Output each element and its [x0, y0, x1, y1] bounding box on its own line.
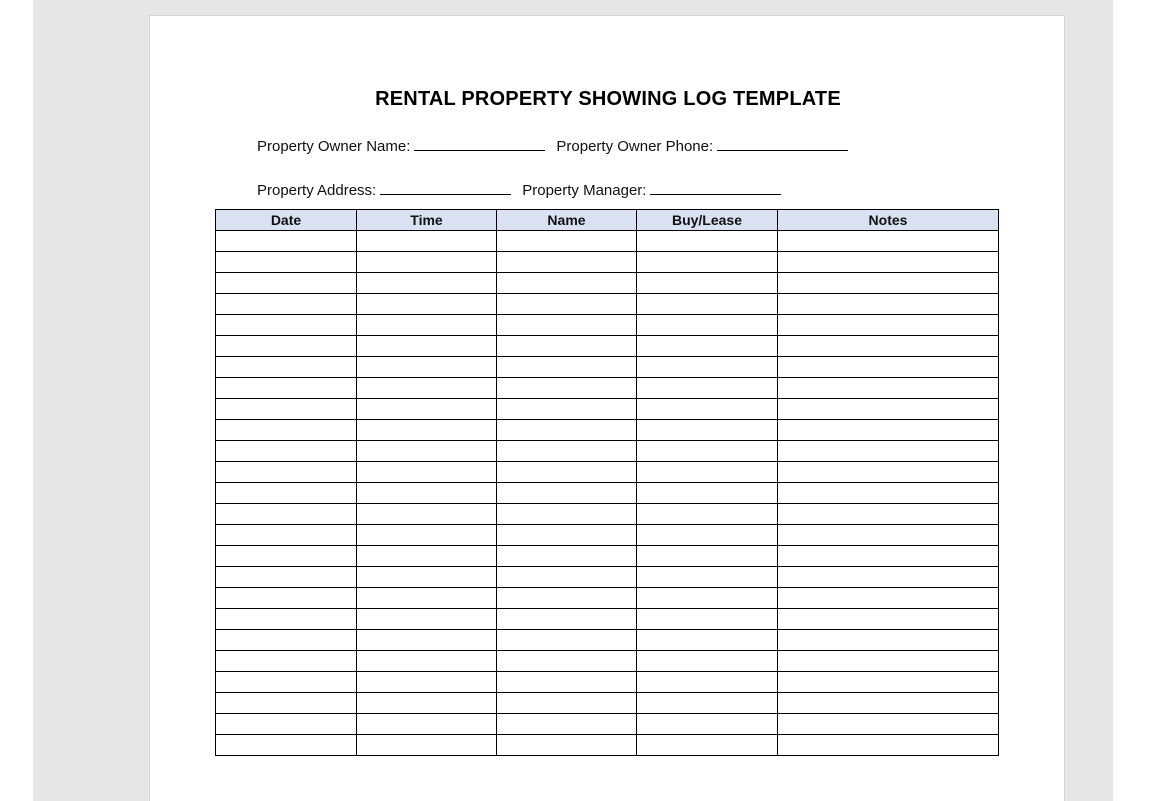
manager-label: Property Manager:: [522, 182, 647, 199]
table-cell[interactable]: [216, 504, 357, 525]
table-cell[interactable]: [497, 315, 637, 336]
table-cell[interactable]: [497, 441, 637, 462]
table-cell[interactable]: [778, 567, 999, 588]
table-cell[interactable]: [637, 231, 778, 252]
owner-phone-label: Property Owner Phone:: [556, 138, 714, 155]
table-cell[interactable]: [778, 378, 999, 399]
table-cell[interactable]: [497, 588, 637, 609]
column-header-date: Date: [216, 210, 357, 231]
table-cell[interactable]: [778, 714, 999, 735]
table-cell[interactable]: [357, 609, 497, 630]
table-cell[interactable]: [357, 294, 497, 315]
table-cell[interactable]: [778, 315, 999, 336]
address-blank[interactable]: [380, 193, 511, 195]
table-cell[interactable]: [497, 525, 637, 546]
table-cell[interactable]: [216, 273, 357, 294]
table-cell[interactable]: [497, 252, 637, 273]
owner-phone-blank[interactable]: [717, 149, 848, 151]
column-header-notes: Notes: [778, 210, 999, 231]
table-body: [216, 231, 999, 756]
table-cell[interactable]: [637, 462, 778, 483]
table-cell[interactable]: [637, 378, 778, 399]
table-cell[interactable]: [216, 630, 357, 651]
table-cell[interactable]: [637, 504, 778, 525]
table-cell[interactable]: [357, 399, 497, 420]
table-cell[interactable]: [637, 714, 778, 735]
table-row: [216, 525, 999, 546]
table-cell[interactable]: [637, 357, 778, 378]
page-title: RENTAL PROPERTY SHOWING LOG TEMPLATE: [375, 88, 841, 110]
table-cell[interactable]: [497, 336, 637, 357]
property-fields-row: [257, 182, 792, 199]
table-row: [216, 504, 999, 525]
table-cell[interactable]: [357, 252, 497, 273]
table-row: [216, 273, 999, 294]
table-row: [216, 672, 999, 693]
table-row: [216, 294, 999, 315]
table-cell[interactable]: [778, 693, 999, 714]
table-cell[interactable]: [778, 420, 999, 441]
owner-name-blank[interactable]: [414, 149, 545, 151]
column-header-name: Name: [497, 210, 637, 231]
table-cell[interactable]: [497, 357, 637, 378]
table-cell[interactable]: [637, 525, 778, 546]
table-row: [216, 735, 999, 756]
table-cell[interactable]: [637, 336, 778, 357]
table-cell[interactable]: [637, 252, 778, 273]
table-cell[interactable]: [216, 231, 357, 252]
table-row: [216, 252, 999, 273]
table-row: [216, 567, 999, 588]
table-cell[interactable]: [778, 252, 999, 273]
table-cell[interactable]: [497, 672, 637, 693]
table-cell[interactable]: [778, 525, 999, 546]
table-cell[interactable]: [637, 588, 778, 609]
table-cell[interactable]: [216, 315, 357, 336]
table-cell[interactable]: [216, 588, 357, 609]
table-cell[interactable]: [778, 504, 999, 525]
table-cell[interactable]: [637, 672, 778, 693]
table-header-row: [216, 210, 999, 231]
table-cell[interactable]: [357, 462, 497, 483]
table-cell[interactable]: [357, 231, 497, 252]
table-cell[interactable]: [497, 420, 637, 441]
table-row: [216, 378, 999, 399]
table-cell[interactable]: [637, 315, 778, 336]
table-row: [216, 315, 999, 336]
table-cell[interactable]: [357, 651, 497, 672]
table-cell[interactable]: [216, 252, 357, 273]
table-cell[interactable]: [778, 399, 999, 420]
table-row: [216, 357, 999, 378]
table-row: [216, 714, 999, 735]
table-cell[interactable]: [497, 693, 637, 714]
showing-log-table: [215, 209, 999, 756]
table-cell[interactable]: [637, 294, 778, 315]
table-cell[interactable]: [216, 525, 357, 546]
table-cell[interactable]: [357, 336, 497, 357]
table-cell[interactable]: [357, 273, 497, 294]
table-row: [216, 588, 999, 609]
table-row: [216, 546, 999, 567]
document-viewport: [33, 0, 1113, 801]
table-cell[interactable]: [357, 714, 497, 735]
table-cell[interactable]: [778, 441, 999, 462]
table-cell[interactable]: [357, 567, 497, 588]
table-cell[interactable]: [216, 672, 357, 693]
table-cell[interactable]: [497, 378, 637, 399]
table-cell[interactable]: [216, 651, 357, 672]
table-row: [216, 630, 999, 651]
table-cell[interactable]: [778, 231, 999, 252]
table-cell[interactable]: [357, 357, 497, 378]
table-cell[interactable]: [357, 630, 497, 651]
table-cell[interactable]: [497, 294, 637, 315]
table-cell[interactable]: [497, 483, 637, 504]
table-cell[interactable]: [637, 441, 778, 462]
table-cell[interactable]: [778, 588, 999, 609]
table-cell[interactable]: [778, 294, 999, 315]
table-row: [216, 693, 999, 714]
table-row: [216, 462, 999, 483]
table-cell[interactable]: [216, 609, 357, 630]
table-cell[interactable]: [357, 441, 497, 462]
table-cell[interactable]: [497, 609, 637, 630]
table-cell[interactable]: [637, 567, 778, 588]
table-row: [216, 336, 999, 357]
table-cell[interactable]: [637, 651, 778, 672]
table-row: [216, 441, 999, 462]
table-cell[interactable]: [637, 273, 778, 294]
table-cell[interactable]: [637, 735, 778, 756]
table-cell[interactable]: [497, 546, 637, 567]
table-cell[interactable]: [216, 462, 357, 483]
table-cell[interactable]: [216, 693, 357, 714]
table-cell[interactable]: [497, 567, 637, 588]
table-row: [216, 609, 999, 630]
table-cell[interactable]: [216, 294, 357, 315]
owner-fields-row: [257, 138, 859, 155]
table-cell[interactable]: [778, 273, 999, 294]
table-row: [216, 420, 999, 441]
address-label: Property Address:: [257, 182, 377, 199]
table-cell[interactable]: [778, 735, 999, 756]
owner-name-label: Property Owner Name:: [257, 138, 411, 155]
table-cell[interactable]: [637, 609, 778, 630]
table-cell[interactable]: [357, 504, 497, 525]
table-cell[interactable]: [216, 546, 357, 567]
table-cell[interactable]: [216, 714, 357, 735]
document-page: [149, 15, 1065, 801]
table-cell[interactable]: [497, 735, 637, 756]
table-cell[interactable]: [216, 735, 357, 756]
table-cell[interactable]: [637, 483, 778, 504]
table-cell[interactable]: [637, 546, 778, 567]
table-cell[interactable]: [637, 630, 778, 651]
table-cell[interactable]: [357, 735, 497, 756]
table-cell[interactable]: [778, 462, 999, 483]
table-cell[interactable]: [497, 651, 637, 672]
table-row: [216, 483, 999, 504]
table-cell[interactable]: [357, 693, 497, 714]
table-cell[interactable]: [357, 378, 497, 399]
table-cell[interactable]: [637, 420, 778, 441]
table-cell[interactable]: [778, 672, 999, 693]
table-cell[interactable]: [497, 462, 637, 483]
table-cell[interactable]: [778, 546, 999, 567]
table-cell[interactable]: [216, 357, 357, 378]
table-cell[interactable]: [357, 588, 497, 609]
table-row: [216, 399, 999, 420]
table-cell[interactable]: [216, 483, 357, 504]
table-cell[interactable]: [216, 441, 357, 462]
table-cell[interactable]: [357, 315, 497, 336]
column-header-buy-lease: Buy/Lease: [637, 210, 778, 231]
table-cell[interactable]: [778, 336, 999, 357]
table-cell[interactable]: [216, 567, 357, 588]
table-cell[interactable]: [357, 483, 497, 504]
manager-blank[interactable]: [650, 193, 781, 195]
table-cell[interactable]: [497, 399, 637, 420]
table-cell[interactable]: [637, 399, 778, 420]
table-row: [216, 231, 999, 252]
column-header-time: Time: [357, 210, 497, 231]
table-cell[interactable]: [778, 630, 999, 651]
table-cell[interactable]: [637, 693, 778, 714]
table-cell[interactable]: [778, 651, 999, 672]
table-cell[interactable]: [357, 672, 497, 693]
table-cell[interactable]: [497, 231, 637, 252]
table-cell[interactable]: [778, 357, 999, 378]
table-cell[interactable]: [778, 609, 999, 630]
table-cell[interactable]: [216, 336, 357, 357]
table-cell[interactable]: [357, 420, 497, 441]
table-cell[interactable]: [216, 378, 357, 399]
table-cell[interactable]: [778, 483, 999, 504]
table-cell[interactable]: [216, 420, 357, 441]
table-cell[interactable]: [216, 399, 357, 420]
table-cell[interactable]: [497, 714, 637, 735]
table-cell[interactable]: [357, 525, 497, 546]
table-row: [216, 651, 999, 672]
table-cell[interactable]: [497, 504, 637, 525]
table-cell[interactable]: [497, 273, 637, 294]
table-cell[interactable]: [497, 630, 637, 651]
table-cell[interactable]: [357, 546, 497, 567]
